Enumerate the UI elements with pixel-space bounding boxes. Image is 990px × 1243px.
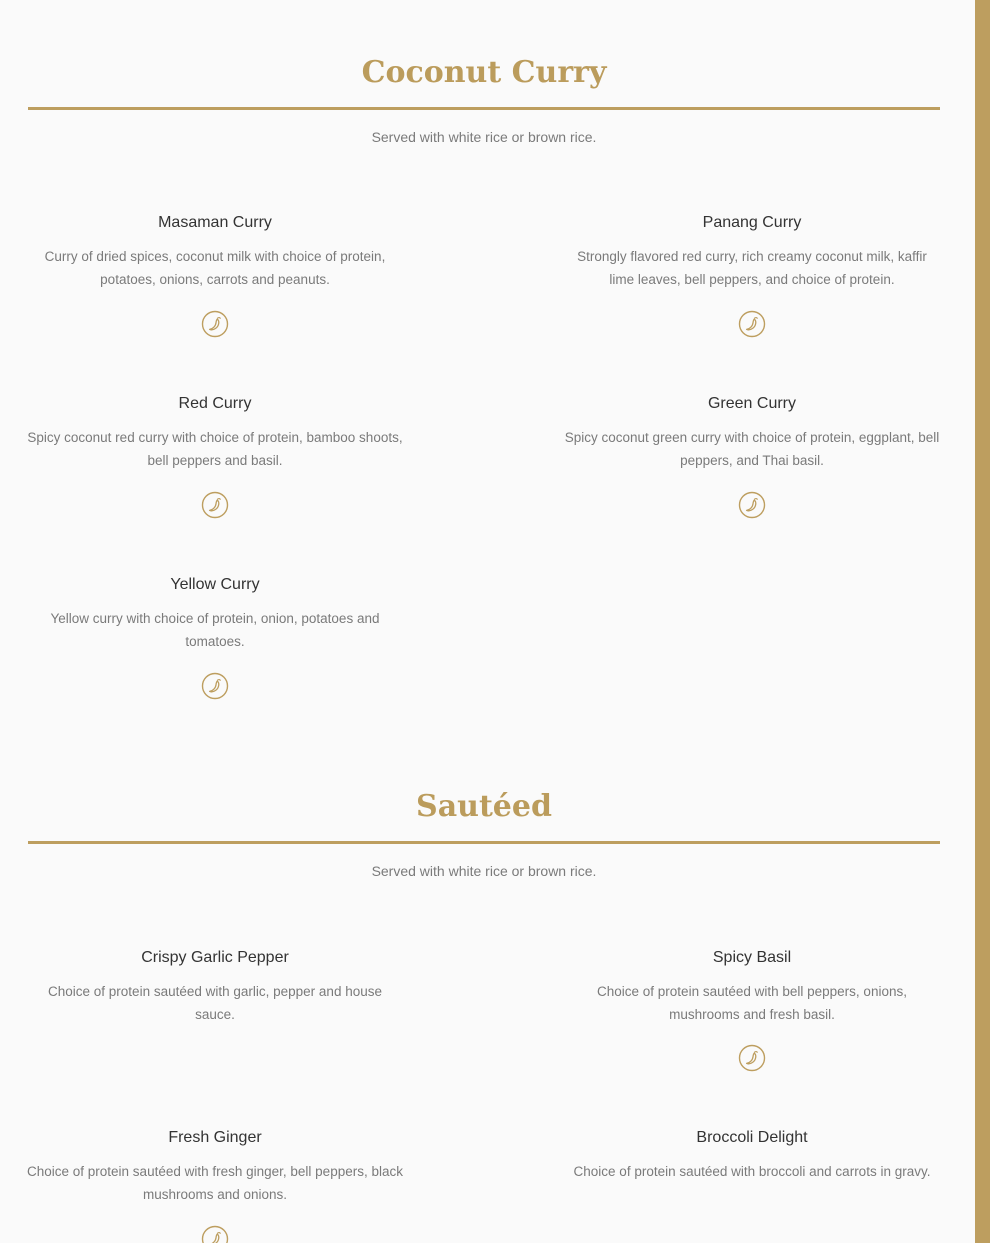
menu-item-name: Red Curry (178, 395, 252, 412)
section-sauteed (28, 787, 940, 880)
menu-item-description: Yellow curry with choice of protein, onion, potatoes and tomatoes. (50, 611, 380, 649)
section-divider (28, 841, 940, 844)
section-title: Coconut Curry (361, 55, 607, 90)
chili-icon (738, 310, 766, 338)
menu-item-description: Spicy coconut red curry with choice of protein, bamboo shoots, bell peppers and basil. (27, 430, 403, 468)
menu-item-name: Broccoli Delight (696, 1129, 808, 1146)
chili-icon (201, 491, 229, 519)
chili-icon (201, 1225, 229, 1243)
menu-item-masaman-curry (27, 213, 403, 291)
menu-item-panang-curry (564, 213, 940, 291)
menu-item-fresh-ginger (27, 1128, 403, 1206)
menu-item-description: Spicy coconut green curry with choice of protein, eggplant, bell peppers, and Thai basil. (564, 430, 940, 468)
section-note: Served with white rice or brown rice. (371, 863, 597, 879)
menu-item-description: Strongly flavored red curry, rich creamy coconut milk, kaffir lime leaves, bell peppers, and choice of protein. (577, 249, 927, 287)
menu-item-spicy-basil (564, 948, 940, 1026)
menu-item-name: Spicy Basil (712, 949, 792, 966)
chili-icon (738, 491, 766, 519)
menu-item-name: Panang Curry (702, 214, 802, 231)
menu-item-name: Masaman Curry (158, 214, 272, 231)
menu-item-crispy-garlic-pepper (27, 948, 403, 1026)
section-title: Sautéed (416, 789, 552, 824)
section-coconut-curry (28, 53, 940, 146)
menu-item-name: Fresh Ginger (168, 1129, 262, 1146)
menu-item-yellow-curry (27, 575, 403, 653)
menu-item-description: Choice of protein sautéed with bell peppers, onions, mushrooms and fresh basil. (597, 984, 907, 1022)
chili-icon (201, 310, 229, 338)
menu-item-green-curry (564, 394, 940, 472)
section-note: Served with white rice or brown rice. (371, 129, 597, 145)
menu-item-broccoli-delight (564, 1128, 940, 1184)
menu-item-name: Green Curry (707, 395, 797, 412)
chili-icon (201, 672, 229, 700)
chili-icon (738, 1044, 766, 1072)
menu-item-red-curry (27, 394, 403, 472)
menu-item-description: Curry of dried spices, coconut milk with choice of protein, potatoes, onions, carrots and peanuts. (44, 249, 386, 287)
menu-item-name: Yellow Curry (170, 576, 260, 593)
menu-item-description: Choice of protein sautéed with fresh ginger, bell peppers, black mushrooms and onions. (27, 1164, 403, 1202)
section-divider (28, 107, 940, 110)
menu-item-name: Crispy Garlic Pepper (141, 949, 289, 966)
right-accent-bar (975, 0, 990, 1243)
menu-item-description: Choice of protein sautéed with garlic, pepper and house sauce. (48, 984, 382, 1022)
menu-item-description: Choice of protein sautéed with broccoli and carrots in gravy. (573, 1164, 931, 1179)
